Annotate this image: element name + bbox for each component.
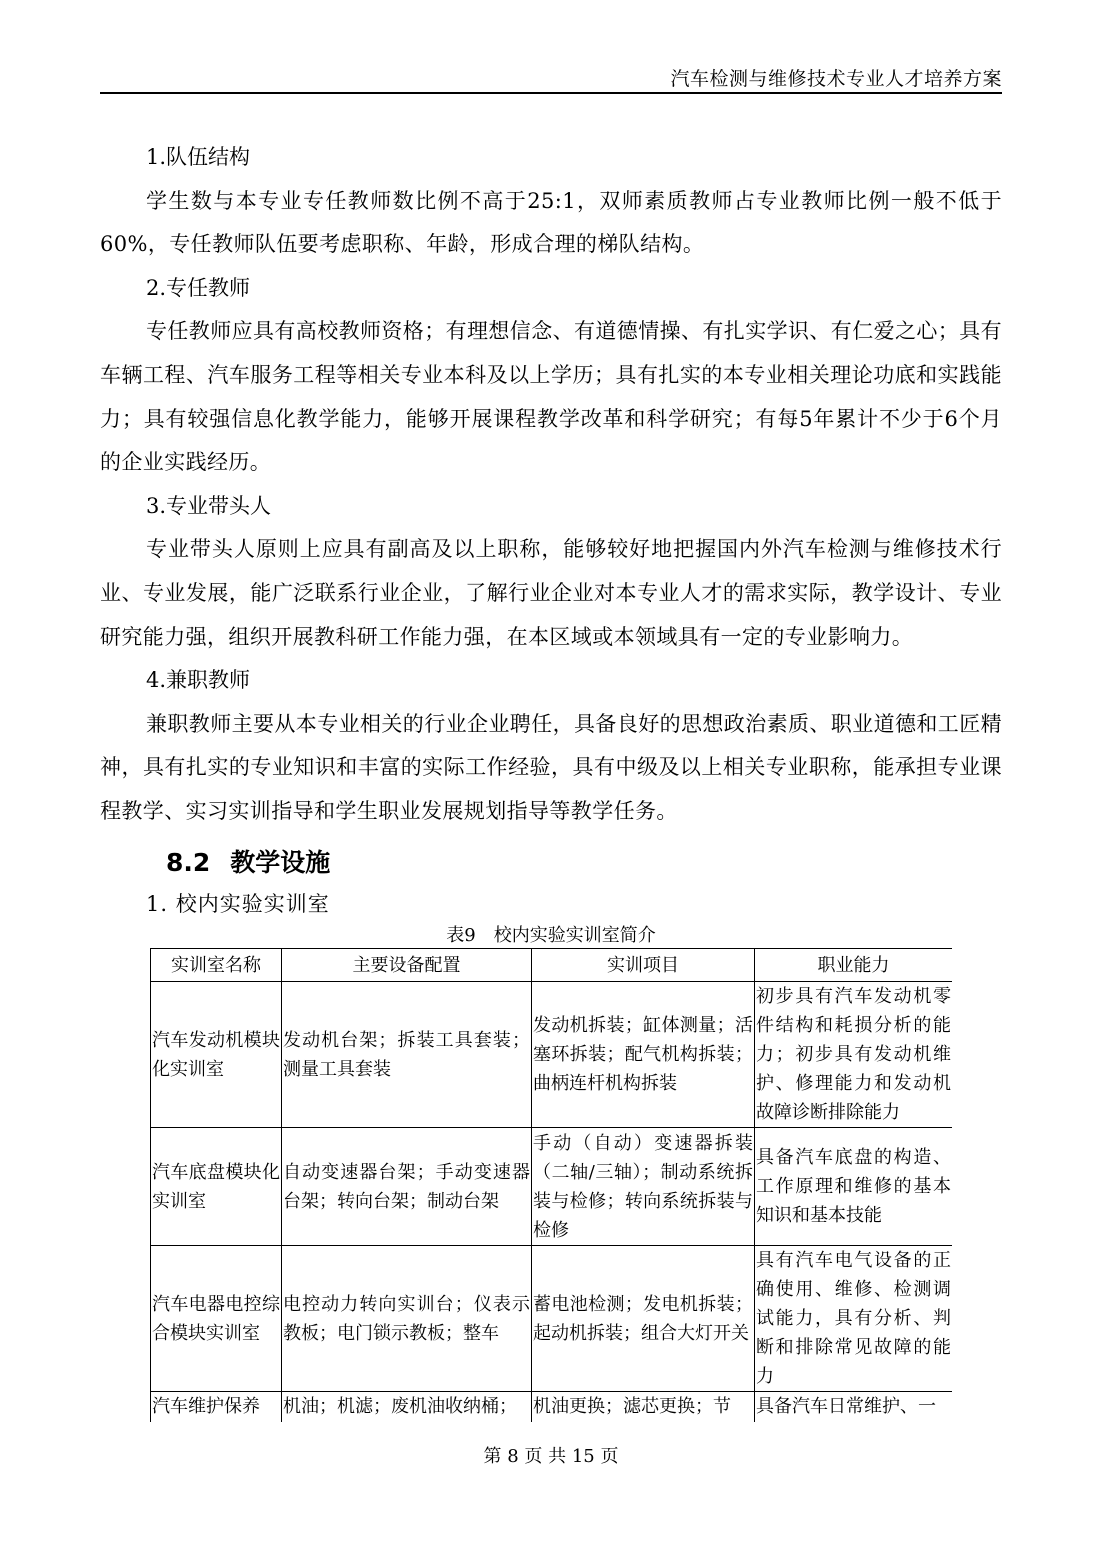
- table-cell: 手动（自动）变速器拆装（二轴/三轴）；制动系统拆装与检修；转向系统拆装与检修: [532, 1128, 755, 1246]
- subheading-discipline-leader: 3.专业带头人: [146, 493, 272, 518]
- table-cell: 电控动力转向实训台；仪表示教板；电门锁示教板；整车: [282, 1246, 532, 1392]
- header-rule: [100, 92, 1002, 94]
- table-cell: 汽车发动机模块化实训室: [151, 982, 282, 1128]
- table-cell: 具备汽车日常维护、一: [755, 1392, 953, 1423]
- table-cell: 蓄电池检测；发电机拆装；起动机拆装；组合大灯开关: [532, 1246, 755, 1392]
- table-cell: 机油更换；滤芯更换；节: [532, 1392, 755, 1423]
- subheading-parttime-teachers: 4.兼职教师: [146, 668, 251, 693]
- table-cell: 具有汽车电气设备的正确使用、维修、检测调试能力，具有分析、判断和排除常见故障的能力: [755, 1246, 953, 1392]
- section-title: 教学设施: [230, 847, 331, 877]
- section-number: 8.2: [166, 847, 211, 877]
- table-row: [151, 982, 953, 1128]
- page-number: 第 8 页 共 15 页: [483, 1446, 619, 1467]
- section-heading: [100, 840, 1002, 886]
- table-row: [151, 1128, 953, 1246]
- table-cell: 发动机台架；拆装工具套装；测量工具套装: [282, 982, 532, 1128]
- table-cell: 初步具有汽车发动机零件结构和耗损分析的能力；初步具有发动机维护、修理能力和发动机故障诊断排除能力: [755, 982, 953, 1128]
- table-cell: 自动变速器台架；手动变速器台架；转向台架；制动台架: [282, 1128, 532, 1246]
- labs-table-container: [150, 948, 952, 1422]
- table-cell: 汽车电器电控综合模块实训室: [151, 1246, 282, 1392]
- table-caption: 表9 校内实验实训室简介: [446, 924, 656, 946]
- table-row: [151, 1392, 953, 1423]
- subheading-team-structure: 1.队伍结构: [146, 145, 251, 169]
- paragraph-parttime-teachers: 兼职教师主要从本专业相关的行业企业聘任，具备良好的思想政治素质、职业道德和工匠精神，具有扎实的专业知识和丰富的实际工作经验，具有中级及以上相关专业职称，能承担专业课程教学、实习实训指导和学生职业发展规划指导等教学任务。: [100, 711, 1002, 823]
- paragraph-team-structure: 学生数与本专业专任教师数比例不高于25:1，双师素质教师占专业教师比例一般不低于60%，专任教师队伍要考虑职称、年龄，形成合理的梯队结构。: [100, 188, 1002, 257]
- column-header: 实训项目: [532, 949, 755, 982]
- table-cell: 具备汽车底盘的构造、工作原理和维修的基本知识和基本技能: [755, 1128, 953, 1246]
- column-header: 主要设备配置: [282, 949, 532, 982]
- column-header: 实训室名称: [151, 949, 282, 982]
- paragraph-fulltime-teachers: 专任教师应具有高校教师资格；有理想信念、有道德情操、有扎实学识、有仁爱之心；具有车辆工程、汽车服务工程等相关专业本科及以上学历；具有扎实的本专业相关理论功底和实践能力；具有较强信息化教学能力，能够开展课程教学改革和科学研究；有每5年累计不少于6个月的企业实践经历。: [100, 319, 1002, 475]
- table-header-row: [151, 949, 953, 982]
- paragraph-discipline-leader: 专业带头人原则上应具有副高及以上职称，能够较好地把握国内外汽车检测与维修技术行业、专业发展，能广泛联系行业企业，了解行业企业对本专业人才的需求实际，教学设计、专业研究能力强，组织开展教科研工作能力强，在本区域或本领域具有一定的专业影响力。: [100, 537, 1002, 649]
- table-row: [151, 1246, 953, 1392]
- column-header: 职业能力: [755, 949, 953, 982]
- table-cell: 汽车底盘模块化实训室: [151, 1128, 282, 1246]
- labs-table: [150, 948, 952, 1422]
- table-cell: 汽车维护保养: [151, 1392, 282, 1423]
- table-cell: 机油；机滤；废机油收纳桶；: [282, 1392, 532, 1423]
- subheading-labs: 1. 校内实验实训室: [146, 891, 330, 916]
- header-title: 汽车检测与维修技术专业人才培养方案: [670, 68, 1002, 90]
- table-cell: 发动机拆装；缸体测量；活塞环拆装；配气机构拆装；曲柄连杆机构拆装: [532, 982, 755, 1128]
- document-body: [100, 136, 1002, 950]
- subheading-fulltime-teachers: 2.专任教师: [146, 275, 251, 300]
